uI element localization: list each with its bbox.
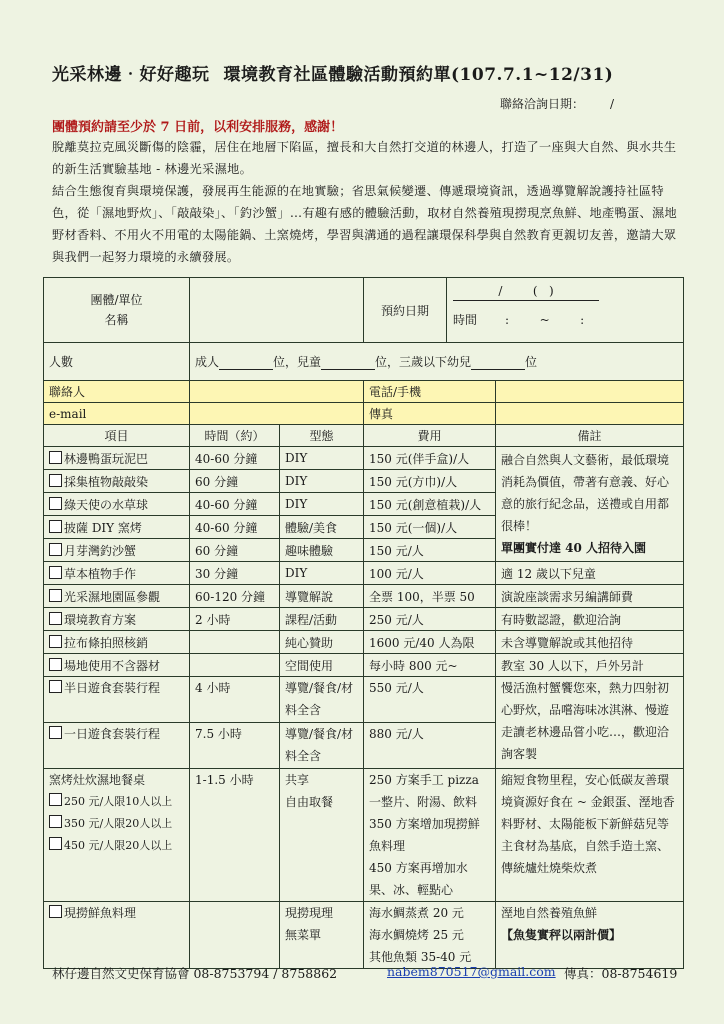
checkbox[interactable] xyxy=(49,474,62,487)
fee-cell: 150 元/人 xyxy=(364,539,496,562)
infant-blank[interactable] xyxy=(471,357,525,370)
checkbox[interactable] xyxy=(49,793,62,806)
type-cell: DIY xyxy=(280,447,364,470)
note-cell: 縮短食物里程，安心低碳友善環境資源好食在 ~ 金銀蛋、溼地香料野材、太陽能板下新鮮菇兒等主食材為基底，自然手造土窯、傳統爐灶燒柴炊煮 xyxy=(496,769,684,902)
fee-cell: 150 元(方巾)/人 xyxy=(364,470,496,493)
fee-cell: 全票 100，半票 50 xyxy=(364,585,496,608)
note-cell: 有時數認證，歡迎洽詢 xyxy=(496,608,684,631)
item-cell[interactable] xyxy=(44,902,190,969)
table-row xyxy=(44,608,684,631)
bbq-option[interactable] xyxy=(49,835,184,857)
booking-form xyxy=(43,277,684,969)
infant-label: 位，三歲以下幼兒 xyxy=(375,355,472,369)
fee-cell: 250 元/人 xyxy=(364,608,496,631)
intro-paragraph: 脫離莫拉克風災斷傷的陰霾，居住在地層下陷區，擅長和大自然打交道的林邊人，打造了一座與大自然、與水共生的新生活實驗基地 - 林邊光采濕地。 xyxy=(52,140,677,176)
option-label: 350 元/人限20人以上 xyxy=(64,817,173,830)
note-cell: 適 12 歲以下兒童 xyxy=(496,562,684,585)
checkbox[interactable] xyxy=(49,520,62,533)
item-cell[interactable] xyxy=(44,654,190,677)
unit-label: 位 xyxy=(525,355,538,369)
email-field[interactable] xyxy=(190,403,364,425)
col-header: 備註 xyxy=(496,425,684,447)
item-cell[interactable] xyxy=(44,447,190,470)
adult-label: 成人 xyxy=(195,355,220,369)
table-row xyxy=(44,631,684,654)
date-time-field[interactable] xyxy=(447,278,683,342)
checkbox[interactable] xyxy=(49,497,62,510)
phone-field[interactable] xyxy=(496,381,684,403)
time-cell: 7.5 小時 xyxy=(190,723,280,769)
bbq-option[interactable] xyxy=(49,813,184,835)
fish-note: 溼地自然養殖魚鮮 xyxy=(501,906,598,920)
item-label: 光采濕地園區參觀 xyxy=(64,589,161,604)
group-note-bold: 單團實付達 40 人招待入園 xyxy=(501,541,647,555)
type-cell: 趣味體驗 xyxy=(280,539,364,562)
date-cell xyxy=(364,278,684,343)
fee-cell: 1600 元/40 人為限 xyxy=(364,631,496,654)
adult-blank[interactable] xyxy=(219,357,273,370)
fax-label: 傳真 xyxy=(364,403,496,425)
fee-cell: 100 元/人 xyxy=(364,562,496,585)
checkbox[interactable] xyxy=(49,815,62,828)
fee-cell: 150 元(創意植栽)/人 xyxy=(364,493,496,516)
fee-line: 海水鯛燒烤 25 元 xyxy=(369,928,464,942)
table-row xyxy=(44,562,684,585)
option-label: 250 元/人限10人以上 xyxy=(64,795,173,808)
item-label: 環境教育方案 xyxy=(64,612,137,627)
item-cell xyxy=(44,769,190,902)
table-row xyxy=(44,654,684,677)
time-cell: 2 小時 xyxy=(190,608,280,631)
checkbox[interactable] xyxy=(49,566,62,579)
item-cell[interactable] xyxy=(44,539,190,562)
item-label: 一日遊食套裝行程 xyxy=(64,727,161,741)
type-cell: 共享 自由取餐 xyxy=(280,769,364,902)
type-cell: 導覽/餐食/材料全含 xyxy=(280,677,364,723)
time-cell: 30 分鐘 xyxy=(190,562,280,585)
type-cell: DIY xyxy=(280,562,364,585)
email-label: e-mail xyxy=(44,403,190,425)
type-cell: DIY xyxy=(280,493,364,516)
child-blank[interactable] xyxy=(321,357,375,370)
fee-cell: 250 方案手工 pizza 一整片、附湯、飲料 350 方案增加現撈鮮魚料理 450 方案再增加水果、冰、輕點心 xyxy=(364,769,496,902)
checkbox[interactable] xyxy=(49,543,62,556)
note-cell: 演說座談需求另編講師費 xyxy=(496,585,684,608)
fee-cell: 880 元/人 xyxy=(364,723,496,769)
item-label: 窯烤灶炊濕地餐桌 xyxy=(49,773,146,787)
checkbox[interactable] xyxy=(49,612,62,625)
intro-paragraph: 結合生態復育與環境保護，發展再生能源的在地實驗；省思氣候變遷、傳遞環境資訊，透過導覽解說護持社區特色，從「濕地野炊」、「敲敲染」、「釣沙蟹」…有趣有感的體驗活動，取材自然養殖現撈現烹魚鮮、地產鴨蛋、濕地野材香料、不用火不用電的太陽能鍋、土窯燒烤，學習與溝通的過程讓環保科學與自然教育更親切友善，邀請大眾與我們一起努力環境的永續發展。 xyxy=(52,184,677,264)
notice-text: 團體預約請至少於 7 日前，以利安排服務，感謝！ xyxy=(52,120,344,135)
table-row xyxy=(44,447,684,470)
fee-line: 海水鯛蒸煮 20 元 xyxy=(369,906,464,920)
title-part1: 光采林邊‧好好趣玩 xyxy=(52,65,210,85)
time-template: : ~ : xyxy=(505,313,585,327)
type-cell: 導覽/餐食/材料全含 xyxy=(280,723,364,769)
item-cell[interactable] xyxy=(44,585,190,608)
intro-text xyxy=(52,136,688,268)
time-cell: 40-60 分鐘 xyxy=(190,447,280,470)
group-name-field[interactable] xyxy=(190,278,364,343)
type-cell: 純心贊助 xyxy=(280,631,364,654)
item-label: 披薩 DIY 窯烤 xyxy=(64,520,142,535)
fee-cell: 150 元(一個)/人 xyxy=(364,516,496,539)
group-note: 融合自然與人文藝術，最低環境消耗為價值，帶著有意義、好心意的旅行紀念品，送禮或自用都很棒！ xyxy=(501,453,670,533)
checkbox[interactable] xyxy=(49,658,62,671)
time-cell: 40-60 分鐘 xyxy=(190,493,280,516)
fish-note-bold: 【魚隻實秤以兩計價】 xyxy=(501,928,622,942)
item-label: 拉布條拍照核銷 xyxy=(64,635,149,650)
page-title xyxy=(52,60,692,85)
fax-field[interactable] xyxy=(496,403,684,425)
type-cell: 導覽解說 xyxy=(280,585,364,608)
fee-cell: 每小時 800 元~ xyxy=(364,654,496,677)
date-template: / ( ) xyxy=(453,284,599,301)
col-header: 時間（約） xyxy=(190,425,280,447)
time-label: 時間 xyxy=(453,313,478,327)
table-row xyxy=(44,677,684,723)
item-label: 採集植物敲敲染 xyxy=(64,474,149,489)
checkbox[interactable] xyxy=(49,451,62,464)
item-label: 林邊鴨蛋玩泥巴 xyxy=(64,451,149,466)
type-cell: 現撈現理 無菜單 xyxy=(280,902,364,969)
item-cell[interactable] xyxy=(44,470,190,493)
type-cell: 空間使用 xyxy=(280,654,364,677)
checkbox[interactable] xyxy=(49,837,62,850)
fee-line: 其他魚類 35-40 元 xyxy=(369,950,472,964)
title-part2: 環境教育社區體驗活動預約單(107.7.1~12/31) xyxy=(223,65,614,85)
type-cell: 體驗/美食 xyxy=(280,516,364,539)
time-cell xyxy=(190,654,280,677)
item-label: 半日遊食套裝行程 xyxy=(64,681,161,695)
item-cell[interactable] xyxy=(44,562,190,585)
headcount-field[interactable] xyxy=(190,343,684,381)
contact-field[interactable] xyxy=(190,381,364,403)
item-label: 綠天使の水草球 xyxy=(64,497,149,512)
note-cell xyxy=(496,447,684,562)
type-cell: 課程/活動 xyxy=(280,608,364,631)
item-cell[interactable] xyxy=(44,631,190,654)
table-row xyxy=(44,902,684,969)
option-label: 450 元/人限20人以上 xyxy=(64,839,173,852)
col-header: 費用 xyxy=(364,425,496,447)
checkbox[interactable] xyxy=(49,680,62,693)
col-header: 型態 xyxy=(280,425,364,447)
item-cell[interactable] xyxy=(44,723,190,769)
time-cell: 60 分鐘 xyxy=(190,539,280,562)
child-label: 位，兒童 xyxy=(273,355,322,369)
item-label: 現撈鮮魚料理 xyxy=(64,906,137,920)
checkbox[interactable] xyxy=(49,905,62,918)
col-header: 項目 xyxy=(44,425,190,447)
item-label: 草本植物手作 xyxy=(64,566,137,581)
note-cell: 未含導覽解說或其他招待 xyxy=(496,631,684,654)
footer-email-link[interactable]: nabem870517@gmail.com xyxy=(387,964,556,979)
consult-date-label: 聯絡洽詢日期： xyxy=(500,97,585,111)
contact-label: 聯絡人 xyxy=(44,381,190,403)
headcount-label: 人數 xyxy=(44,343,190,381)
table-row xyxy=(44,585,684,608)
time-cell: 4 小時 xyxy=(190,677,280,723)
item-cell[interactable] xyxy=(44,493,190,516)
table-row xyxy=(44,769,684,902)
time-cell xyxy=(190,902,280,969)
item-label: 場地使用不含器材 xyxy=(64,658,161,673)
fee-cell: 150 元(伴手盒)/人 xyxy=(364,447,496,470)
time-cell: 60-120 分鐘 xyxy=(190,585,280,608)
consult-date xyxy=(500,95,614,112)
bbq-option[interactable] xyxy=(49,791,184,813)
phone-label: 電話/手機 xyxy=(364,381,496,403)
type-cell: DIY xyxy=(280,470,364,493)
consult-date-sep: / xyxy=(610,97,615,111)
time-cell: 60 分鐘 xyxy=(190,470,280,493)
item-cell[interactable] xyxy=(44,516,190,539)
time-cell: 1-1.5 小時 xyxy=(190,769,280,902)
note-cell: 教室 30 人以下，戶外另計 xyxy=(496,654,684,677)
fee-cell: 550 元/人 xyxy=(364,677,496,723)
checkbox[interactable] xyxy=(49,589,62,602)
fee-cell xyxy=(364,902,496,969)
time-cell xyxy=(190,631,280,654)
date-label: 預約日期 xyxy=(364,278,447,342)
time-cell: 40-60 分鐘 xyxy=(190,516,280,539)
note-cell xyxy=(496,902,684,969)
footer-fax: 傳真：08-8754619 xyxy=(564,966,678,981)
group-name-label: 團體/單位 名稱 xyxy=(44,278,190,343)
item-cell[interactable] xyxy=(44,677,190,723)
footer-org: 林仔邊自然文史保育協會 08-8753794 / 8758862 xyxy=(52,966,338,981)
checkbox[interactable] xyxy=(49,726,62,739)
item-cell[interactable] xyxy=(44,608,190,631)
checkbox[interactable] xyxy=(49,635,62,648)
footer xyxy=(52,964,682,982)
note-cell: 慢活漁村蟹饗您來，熱力四射初心野炊，品嚐海味冰淇淋、慢遊走讀老林邊品嘗小吃…，歡迎洽詢客製 xyxy=(496,677,684,769)
item-label: 月芽灣釣沙蟹 xyxy=(64,543,137,558)
